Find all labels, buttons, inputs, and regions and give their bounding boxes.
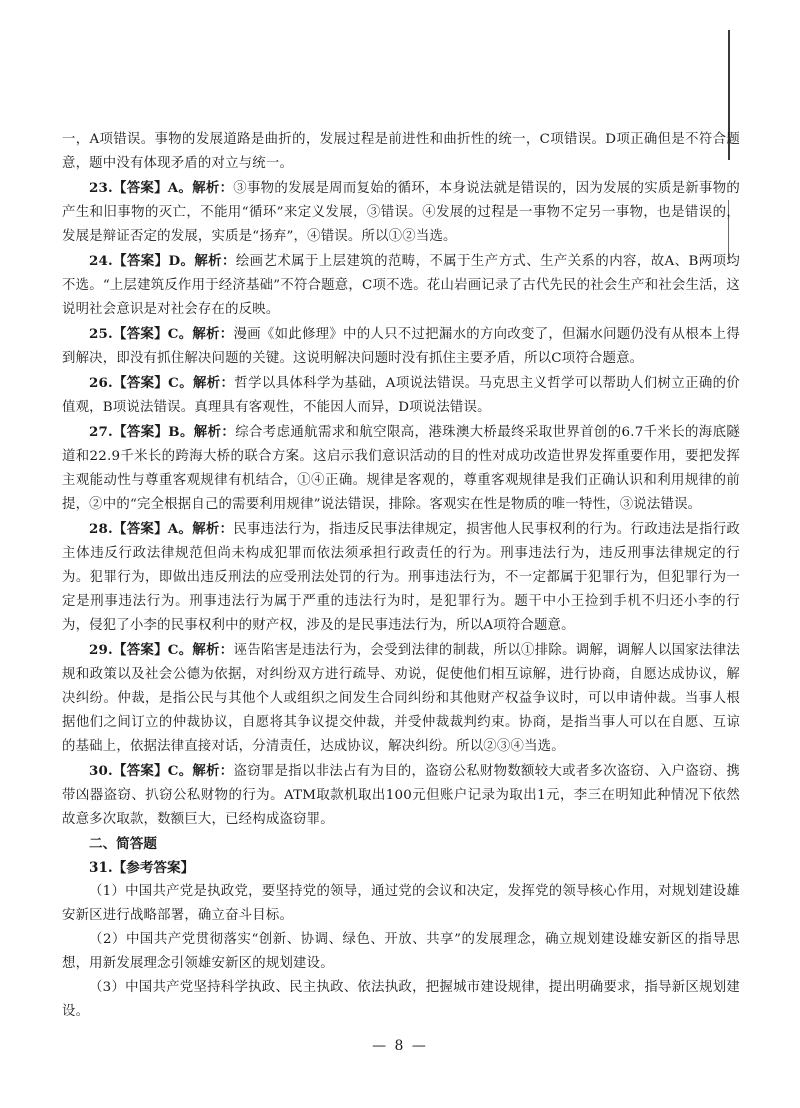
answer-30 <box>62 759 740 832</box>
answer-text: 绘画艺术属于上层建筑的范畴，不属于生产方式、生产关系的内容，故A、B两项均不选。“上层建筑反作用于经济基础”不符合题意，C项不选。花山岩画记录了古代先民的社会生产和社会生活，这说明社会意识是对社会存在的反映。 <box>62 254 740 317</box>
answer-text: 漫画《如此修理》中的人只不过把漏水的方向改变了，但漏水问题仍没有从根本上得到解决，即没有抓住解决问题的关键。这说明解决问题时没有抓住主要矛盾，所以C项符合题意。 <box>62 327 740 366</box>
answer-31-point-2: （2）中国共产党贯彻落实“创新、协调、绿色、开放、共享”的发展理念，确立规划建设雄安新区的指导思想，用新发展理念引领雄安新区的规划建设。 <box>62 932 740 971</box>
answer-22-continuation <box>62 128 740 176</box>
answer-28 <box>62 517 740 638</box>
section-heading-short-answer: 二、简答题 <box>89 836 157 852</box>
answer-label: 28.【答案】A。解析： <box>89 521 234 537</box>
answer-label: 27.【答案】B。解析： <box>89 424 236 440</box>
answer-26 <box>62 371 740 420</box>
answer-label: 26.【答案】C。解析： <box>89 375 235 391</box>
answer-text: ③事物的发展是周而复始的循环，本身说法就是错误的，因为发展的实质是新事物的产生和旧事物的灭亡，不能用“循环”来定义发展，③错误。④发展的过程是一事物不定另一事物，也是错误的，发展是辩证否定的发展，实质是“扬弃”，④错误。所以①②当选。 <box>62 181 740 244</box>
answer-25 <box>62 322 740 371</box>
answer-text: 一，A项错误。事物的发展道路是曲折的，发展过程是前进性和曲折性的统一，C项错误。D项正确但是不符合题意，题中没有体现矛盾的对立与统一。 <box>62 132 740 171</box>
answer-text: 综合考虑通航需求和航空限高，港珠澳大桥最终采取世界首创的6.7千米长的海底隧道和22.9千米长的跨海大桥的联合方案。这启示我们意识活动的目的性对成功改造世界发挥重要作用，要把发挥主观能动性与尊重客观规律有机结合，①④正确。规律是客观的，尊重客观规律是我们正确认识和利用规律的前提，②中的“完全根据自己的需要利用规律”说法错误，排除。客观实在性是物质的唯一特性，③说法错误。 <box>62 425 740 512</box>
answer-24 <box>62 249 740 322</box>
answer-label: 30.【答案】C。解析： <box>89 763 234 779</box>
answer-29 <box>62 638 740 759</box>
answer-text: 民事违法行为，指违反民事法律规定，损害他人民事权利的行为。行政违法是指行政主体违反行政法律规范但尚未构成犯罪而依法须承担行政责任的行为。刑事违法行为，违反刑事法律规定的行为。犯罪行为，即做出违反刑法的应受刑法处罚的行为。刑事违法行为，不一定都属于犯罪行为，但犯罪行为一定是刑事违法行为。刑事违法行为属于严重的违法行为时，是犯罪行为。题干中小王捡到手机不归还小李的行为，侵犯了小李的民事权利中的财产权，涉及的是民事违法行为，所以A项符合题意。 <box>62 522 740 633</box>
answer-text: 盗窃罪是指以非法占有为目的，盗窃公私财物数额较大或者多次盗窃、入户盗窃、携带凶器盗窃、扒窃公私财物的行为。ATM取款机取出100元但账户记录为取出1元，李三在明知此种情况下依然故意多次取款，数额巨大，已经构成盗窃罪。 <box>62 764 740 827</box>
answer-text: 哲学以具体科学为基础，A项说法错误。马克思主义哲学可以帮助人们树立正确的价值观，B项说法错误。真理具有客观性，不能因人而异，D项说法错误。 <box>62 376 740 415</box>
answer-31-label: 31.【参考答案】 <box>89 860 195 876</box>
answer-31-point-1: （1）中国共产党是执政党，要坚持党的领导，通过党的会议和决定，发挥党的领导核心作用，对规划建设雄安新区进行战略部署，确立奋斗目标。 <box>62 884 740 923</box>
answer-label: 23.【答案】A。解析： <box>89 180 234 196</box>
answer-label: 24.【答案】D。解析： <box>89 253 236 269</box>
document-body <box>62 128 740 1024</box>
answer-23 <box>62 176 740 249</box>
answer-text: 诬告陷害是违法行为，会受到法律的制裁，所以①排除。调解，调解人以国家法律法规和政策以及社会公德为依据，对纠纷双方进行疏导、劝说，促使他们相互谅解，进行协商，自愿达成协议，解决纠纷。仲裁，是指公民与其他个人或组织之间发生合同纠纷和其他财产权益争议时，可以申请仲裁。当事人根据他们之间订立的仲裁协议，自愿将其争议提交仲裁，并受仲裁裁判约束。协商，是指当事人可以在自愿、互谅的基础上，依据法律直接对话，分清责任，达成协议，解决纠纷。所以②③④当选。 <box>62 643 740 754</box>
answer-31-point-3: （3）中国共产党坚持科学执政、民主执政、依法执政，把握城市建设规律，提出明确要求，指导新区规划建设。 <box>62 980 740 1019</box>
answer-label: 29.【答案】C。解析： <box>89 642 234 658</box>
answer-label: 25.【答案】C。解析： <box>89 326 234 342</box>
page-number: — 8 — <box>372 1038 428 1054</box>
answer-27 <box>62 420 740 517</box>
